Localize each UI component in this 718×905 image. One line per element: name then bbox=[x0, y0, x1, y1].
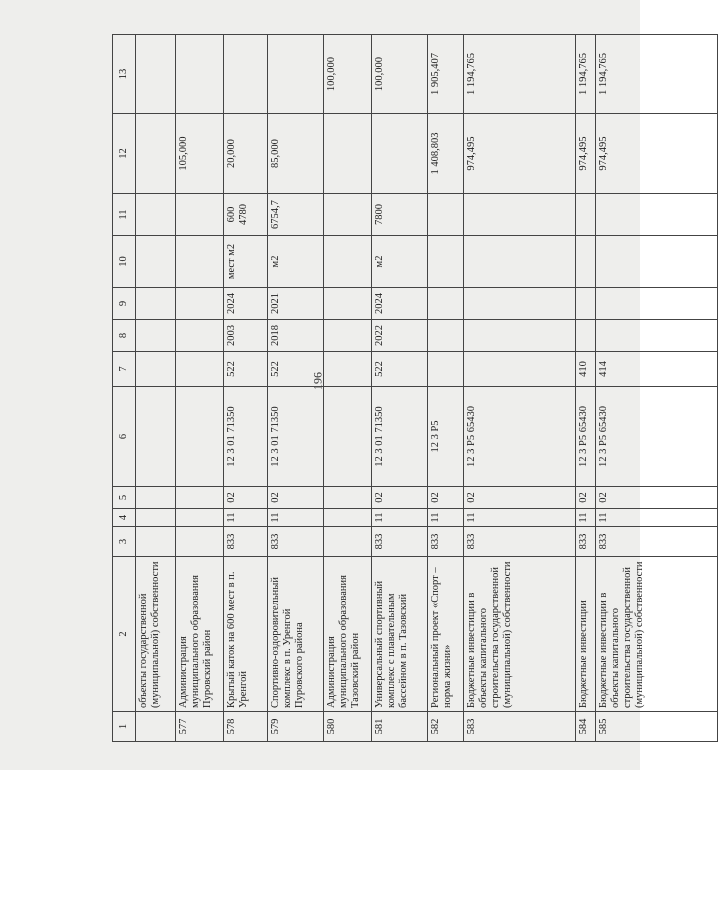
table-row bbox=[324, 35, 372, 742]
table-cell: 581 bbox=[372, 712, 428, 742]
table-cell: 6754,7 bbox=[268, 194, 324, 236]
table-cell bbox=[136, 712, 176, 742]
table-cell: 522 bbox=[268, 352, 324, 387]
table-cell: 1 905,407 bbox=[428, 35, 464, 114]
table-cell bbox=[136, 387, 176, 487]
column-number-9: 9 bbox=[113, 288, 136, 320]
table-cell bbox=[136, 288, 176, 320]
table-cell: 11 bbox=[372, 509, 428, 527]
table-cell bbox=[324, 387, 372, 487]
budget-table-rotated bbox=[112, 35, 645, 742]
table-cell bbox=[136, 509, 176, 527]
table-cell: 12 3 P5 65430 bbox=[464, 387, 576, 487]
budget-table bbox=[112, 34, 718, 742]
table-cell bbox=[176, 35, 224, 114]
table-cell: 974,495 bbox=[576, 114, 596, 194]
table-row bbox=[464, 35, 576, 742]
table-cell bbox=[324, 527, 372, 557]
table-row bbox=[224, 35, 268, 742]
table-cell bbox=[596, 288, 718, 320]
table-cell: 579 bbox=[268, 712, 324, 742]
table-cell bbox=[428, 352, 464, 387]
table-cell: 02 bbox=[224, 487, 268, 509]
table-cell: 833 bbox=[596, 527, 718, 557]
table-cell: 1 194,765 bbox=[576, 35, 596, 114]
table-cell: 1 408,803 bbox=[428, 114, 464, 194]
table-cell: 11 bbox=[464, 509, 576, 527]
table-cell: 522 bbox=[224, 352, 268, 387]
table-cell: 522 bbox=[372, 352, 428, 387]
table-cell bbox=[324, 236, 372, 288]
table-row bbox=[596, 35, 718, 742]
table-cell bbox=[576, 236, 596, 288]
column-number-3: 3 bbox=[113, 527, 136, 557]
table-cell: Крытый каток на 600 мест в п. Уренгой bbox=[224, 557, 268, 712]
table-cell bbox=[464, 288, 576, 320]
table-cell bbox=[372, 114, 428, 194]
table-cell: 12 3 01 71350 bbox=[224, 387, 268, 487]
column-number-12: 12 bbox=[113, 114, 136, 194]
table-cell: Универсальный спортивный комплекс с плавательным бассейном в п. Тазовский bbox=[372, 557, 428, 712]
table-cell bbox=[268, 35, 324, 114]
table-row bbox=[428, 35, 464, 742]
table-cell bbox=[576, 194, 596, 236]
table-cell bbox=[596, 236, 718, 288]
table-cell bbox=[176, 352, 224, 387]
table-cell: 414 bbox=[596, 352, 718, 387]
table-row bbox=[268, 35, 324, 742]
table-cell bbox=[136, 320, 176, 352]
table-cell bbox=[176, 527, 224, 557]
table-cell: Администрация муниципального образования Тазовский район bbox=[324, 557, 372, 712]
table-cell: 833 bbox=[576, 527, 596, 557]
table-cell: 11 bbox=[576, 509, 596, 527]
table-cell: 12 3 P5 65430 bbox=[596, 387, 718, 487]
table-header-row bbox=[113, 35, 136, 742]
table-cell: Администрация муниципального образования Пуровский район bbox=[176, 557, 224, 712]
column-number-10: 10 bbox=[113, 236, 136, 288]
table-cell bbox=[136, 352, 176, 387]
table-cell bbox=[464, 236, 576, 288]
table-cell: мест м2 bbox=[224, 236, 268, 288]
table-cell: 974,495 bbox=[464, 114, 576, 194]
column-number-1: 1 bbox=[113, 712, 136, 742]
table-cell: 2022 bbox=[372, 320, 428, 352]
table-cell: 583 bbox=[464, 712, 576, 742]
table-cell bbox=[428, 288, 464, 320]
table-cell bbox=[576, 288, 596, 320]
table-cell: 833 bbox=[268, 527, 324, 557]
table-cell: 7800 bbox=[372, 194, 428, 236]
table-cell: 85,000 bbox=[268, 114, 324, 194]
table-cell bbox=[224, 35, 268, 114]
table-cell bbox=[428, 236, 464, 288]
table-cell bbox=[464, 320, 576, 352]
table-cell bbox=[176, 288, 224, 320]
table-cell: 833 bbox=[428, 527, 464, 557]
table-cell: 20,000 bbox=[224, 114, 268, 194]
table-cell bbox=[176, 487, 224, 509]
table-cell: 582 bbox=[428, 712, 464, 742]
table-cell: 02 bbox=[596, 487, 718, 509]
table-cell: Региональный проект «Спорт – норма жизни» bbox=[428, 557, 464, 712]
table-cell: 2024 bbox=[224, 288, 268, 320]
table-cell bbox=[324, 288, 372, 320]
table-cell: 12 3 01 71350 bbox=[372, 387, 428, 487]
table-cell: 12 3 P5 65430 bbox=[576, 387, 596, 487]
table-cell bbox=[576, 320, 596, 352]
table-cell: 833 bbox=[372, 527, 428, 557]
column-number-7: 7 bbox=[113, 352, 136, 387]
table-cell: 11 bbox=[224, 509, 268, 527]
table-cell bbox=[136, 527, 176, 557]
table-cell bbox=[176, 320, 224, 352]
table-cell bbox=[324, 487, 372, 509]
table-cell: 2021 bbox=[268, 288, 324, 320]
table-cell: Спортивно-оздоровительный комплекс в п. Уренгой Пуровского района bbox=[268, 557, 324, 712]
table-row bbox=[176, 35, 224, 742]
table-cell: 02 bbox=[428, 487, 464, 509]
table-cell: 02 bbox=[576, 487, 596, 509]
table-cell bbox=[464, 352, 576, 387]
column-number-13: 13 bbox=[113, 35, 136, 114]
table-cell: 02 bbox=[464, 487, 576, 509]
table-cell: м2 bbox=[372, 236, 428, 288]
table-cell: 12 3 01 71350 bbox=[268, 387, 324, 487]
table-cell bbox=[324, 114, 372, 194]
table-cell: 100,000 bbox=[324, 35, 372, 114]
column-number-4: 4 bbox=[113, 509, 136, 527]
table-cell: 100,000 bbox=[372, 35, 428, 114]
table-cell: 585 bbox=[596, 712, 718, 742]
table-cell: 580 bbox=[324, 712, 372, 742]
table-row bbox=[136, 35, 176, 742]
table-cell: 12 3 P5 bbox=[428, 387, 464, 487]
table-row bbox=[372, 35, 428, 742]
table-cell: 11 bbox=[428, 509, 464, 527]
table-cell: 833 bbox=[224, 527, 268, 557]
table-cell bbox=[176, 387, 224, 487]
table-cell bbox=[136, 194, 176, 236]
column-number-8: 8 bbox=[113, 320, 136, 352]
table-cell bbox=[136, 487, 176, 509]
table-cell: м2 bbox=[268, 236, 324, 288]
table-cell: Бюджетные инвестиции в объекты капитального строительства государственной (муниципальной) собственности bbox=[464, 557, 576, 712]
table-cell: 578 bbox=[224, 712, 268, 742]
table-cell bbox=[596, 194, 718, 236]
table-cell: 11 bbox=[596, 509, 718, 527]
table-cell: объекты государственной (муниципальной) собственности bbox=[136, 557, 176, 712]
table-cell: Бюджетные инвестиции bbox=[576, 557, 596, 712]
table-cell: 2024 bbox=[372, 288, 428, 320]
table-cell: 1 194,765 bbox=[464, 35, 576, 114]
table-cell: 577 bbox=[176, 712, 224, 742]
table-cell: 410 bbox=[576, 352, 596, 387]
table-cell bbox=[136, 35, 176, 114]
table-cell bbox=[324, 320, 372, 352]
column-number-6: 6 bbox=[113, 387, 136, 487]
table-row bbox=[576, 35, 596, 742]
table-cell: 105,000 bbox=[176, 114, 224, 194]
table-cell bbox=[428, 320, 464, 352]
table-cell: 2018 bbox=[268, 320, 324, 352]
table-cell bbox=[136, 236, 176, 288]
page-number: 196 bbox=[310, 372, 325, 390]
table-cell bbox=[136, 114, 176, 194]
table-cell: 833 bbox=[464, 527, 576, 557]
table-cell bbox=[324, 352, 372, 387]
table-cell bbox=[176, 236, 224, 288]
column-number-5: 5 bbox=[113, 487, 136, 509]
table-cell: 974,495 bbox=[596, 114, 718, 194]
column-number-11: 11 bbox=[113, 194, 136, 236]
table-cell: 02 bbox=[372, 487, 428, 509]
table-cell: Бюджетные инвестиции в объекты капитального строительства государственной (муниципальной) собственности bbox=[596, 557, 718, 712]
table-cell bbox=[464, 194, 576, 236]
table-cell: 600 4780 bbox=[224, 194, 268, 236]
table-cell bbox=[324, 194, 372, 236]
table-cell: 11 bbox=[268, 509, 324, 527]
table-cell bbox=[176, 194, 224, 236]
table-cell bbox=[596, 320, 718, 352]
table-cell: 2003 bbox=[224, 320, 268, 352]
table-cell: 1 194,765 bbox=[596, 35, 718, 114]
table-cell bbox=[176, 509, 224, 527]
table-cell: 02 bbox=[268, 487, 324, 509]
table-cell: 584 bbox=[576, 712, 596, 742]
table-cell bbox=[324, 509, 372, 527]
table-cell bbox=[428, 194, 464, 236]
column-number-2: 2 bbox=[113, 557, 136, 712]
